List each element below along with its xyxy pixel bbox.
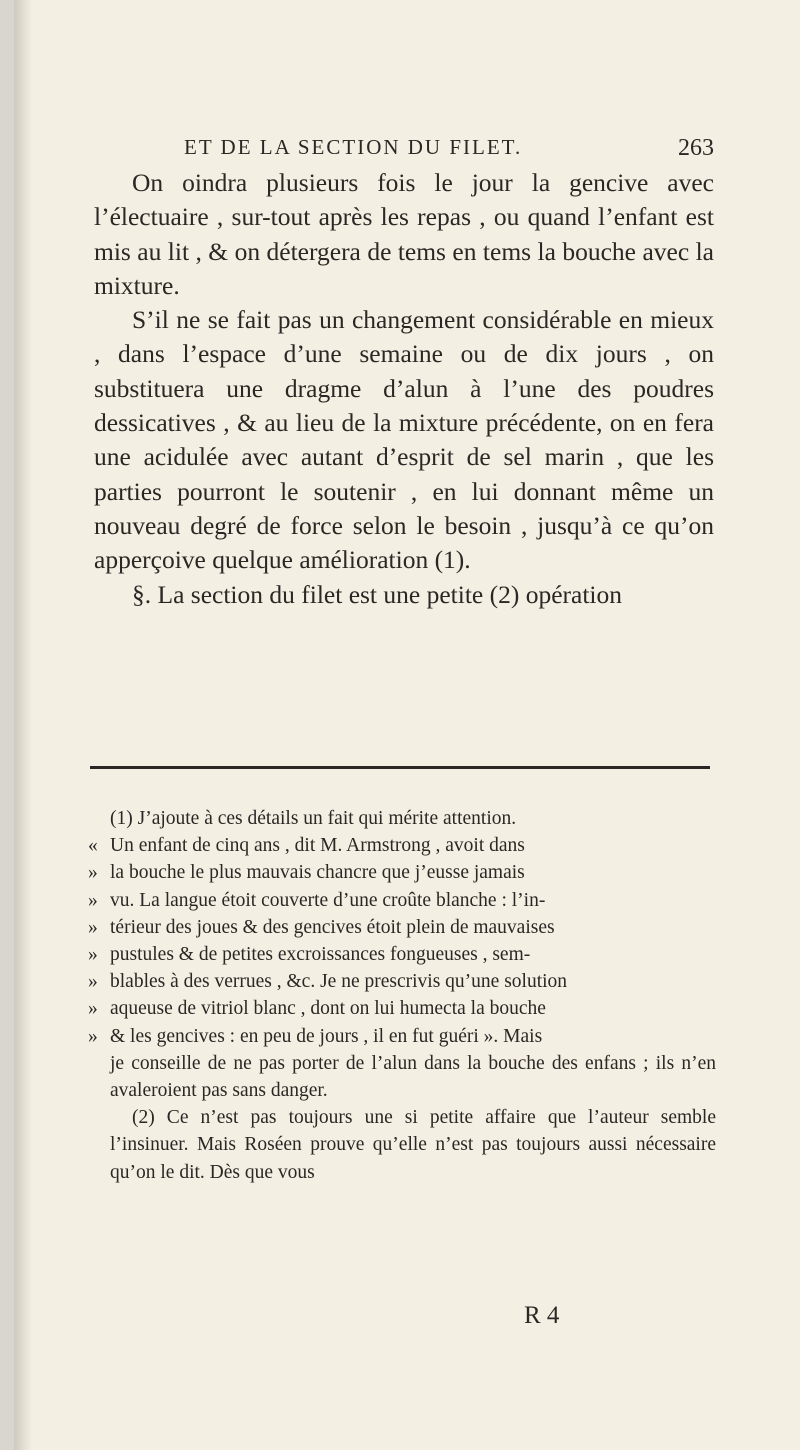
running-head-title: ET DE LA SECTION DU FILET. <box>184 135 523 159</box>
quote-line <box>88 995 716 1022</box>
quote-line-text: & les gencives : en peu de jours , il en fut guéri ». Mais <box>110 1025 543 1047</box>
running-head <box>184 135 714 160</box>
footnotes <box>88 805 716 1186</box>
quote-line-text: térieur des joues & des gencives étoit plein de mauvaises <box>110 916 555 938</box>
footnote-1-end: je conseille de ne pas porter de l’alun dans la bouche des enfans ; ils n’en avaleroient pas sans danger. <box>110 1052 716 1102</box>
footnote-2: (2) Ce n’est pas toujours une si petite affaire que l’auteur semble l’insinuer. Mais Roséen prouve qu’elle n’est pas toujours aussi nécessaire qu’on le dit. Dès que vous <box>110 1107 716 1183</box>
body-paragraph: §. La section du filet est une petite (2) opération <box>132 579 623 609</box>
page-gutter-shadow <box>14 0 32 1450</box>
quote-line-text: Un enfant de cinq ans , dit M. Armstrong , avoit dans <box>110 835 525 857</box>
quote-mark: » <box>88 862 98 884</box>
quote-line <box>88 1023 716 1050</box>
quote-mark: » <box>88 971 98 993</box>
footnote-1-intro: (1) J’ajoute à ces détails un fait qui mérite attention. <box>110 808 517 829</box>
page-number: 263 <box>678 135 714 161</box>
body-paragraph: On oindra plusieurs fois le jour la gencive avec l’électuaire , sur-tout après les repas , ou quand l’enfant est mis au lit , & on détergera de tems en tems la bouche avec la mixture. <box>94 168 714 300</box>
quote-line <box>88 832 716 859</box>
quote-line-text: pustules & de petites excroissances fongueuses , sem- <box>110 944 531 966</box>
quote-mark: « <box>88 835 98 857</box>
quote-line <box>88 941 716 968</box>
quote-mark: » <box>88 944 98 966</box>
quote-mark: » <box>88 1025 98 1047</box>
quote-line-text: vu. La langue étoit couverte d’une croûte blanche : l’in- <box>110 889 546 911</box>
quote-mark: » <box>88 998 98 1020</box>
quote-mark: » <box>88 916 98 938</box>
quote-line-text: la bouche le plus mauvais chancre que j’eusse jamais <box>110 862 525 884</box>
book-page <box>14 0 800 1450</box>
footnote-divider <box>90 766 710 769</box>
quote-mark: » <box>88 889 98 911</box>
quote-line-text: aqueuse de vitriol blanc , dont on lui humecta la bouche <box>110 998 546 1020</box>
main-text <box>94 166 714 612</box>
quote-line <box>88 859 716 886</box>
quote-line <box>88 968 716 995</box>
signature-mark: R 4 <box>524 1302 560 1329</box>
quote-line <box>88 914 716 941</box>
footnote-1-quote <box>88 832 716 1050</box>
quote-line-text: blables à des verrues , &c. Je ne prescrivis qu’une solution <box>110 971 568 993</box>
body-paragraph: S’il ne se fait pas un changement considérable en mieux , dans l’espace d’une semaine ou de dix jours , on substituera une dragme d’alun à l’une des poudres dessicatives , & au lieu de la mixture précédente, on en fera une acidulée avec autant d’esprit de sel marin , que les parties pourront le soutenir , en lui donnant même un nouveau degré de force selon le besoin , jusqu’à ce qu’on apperçoive quelque amélioration (1). <box>94 305 714 575</box>
quote-line <box>88 887 716 914</box>
